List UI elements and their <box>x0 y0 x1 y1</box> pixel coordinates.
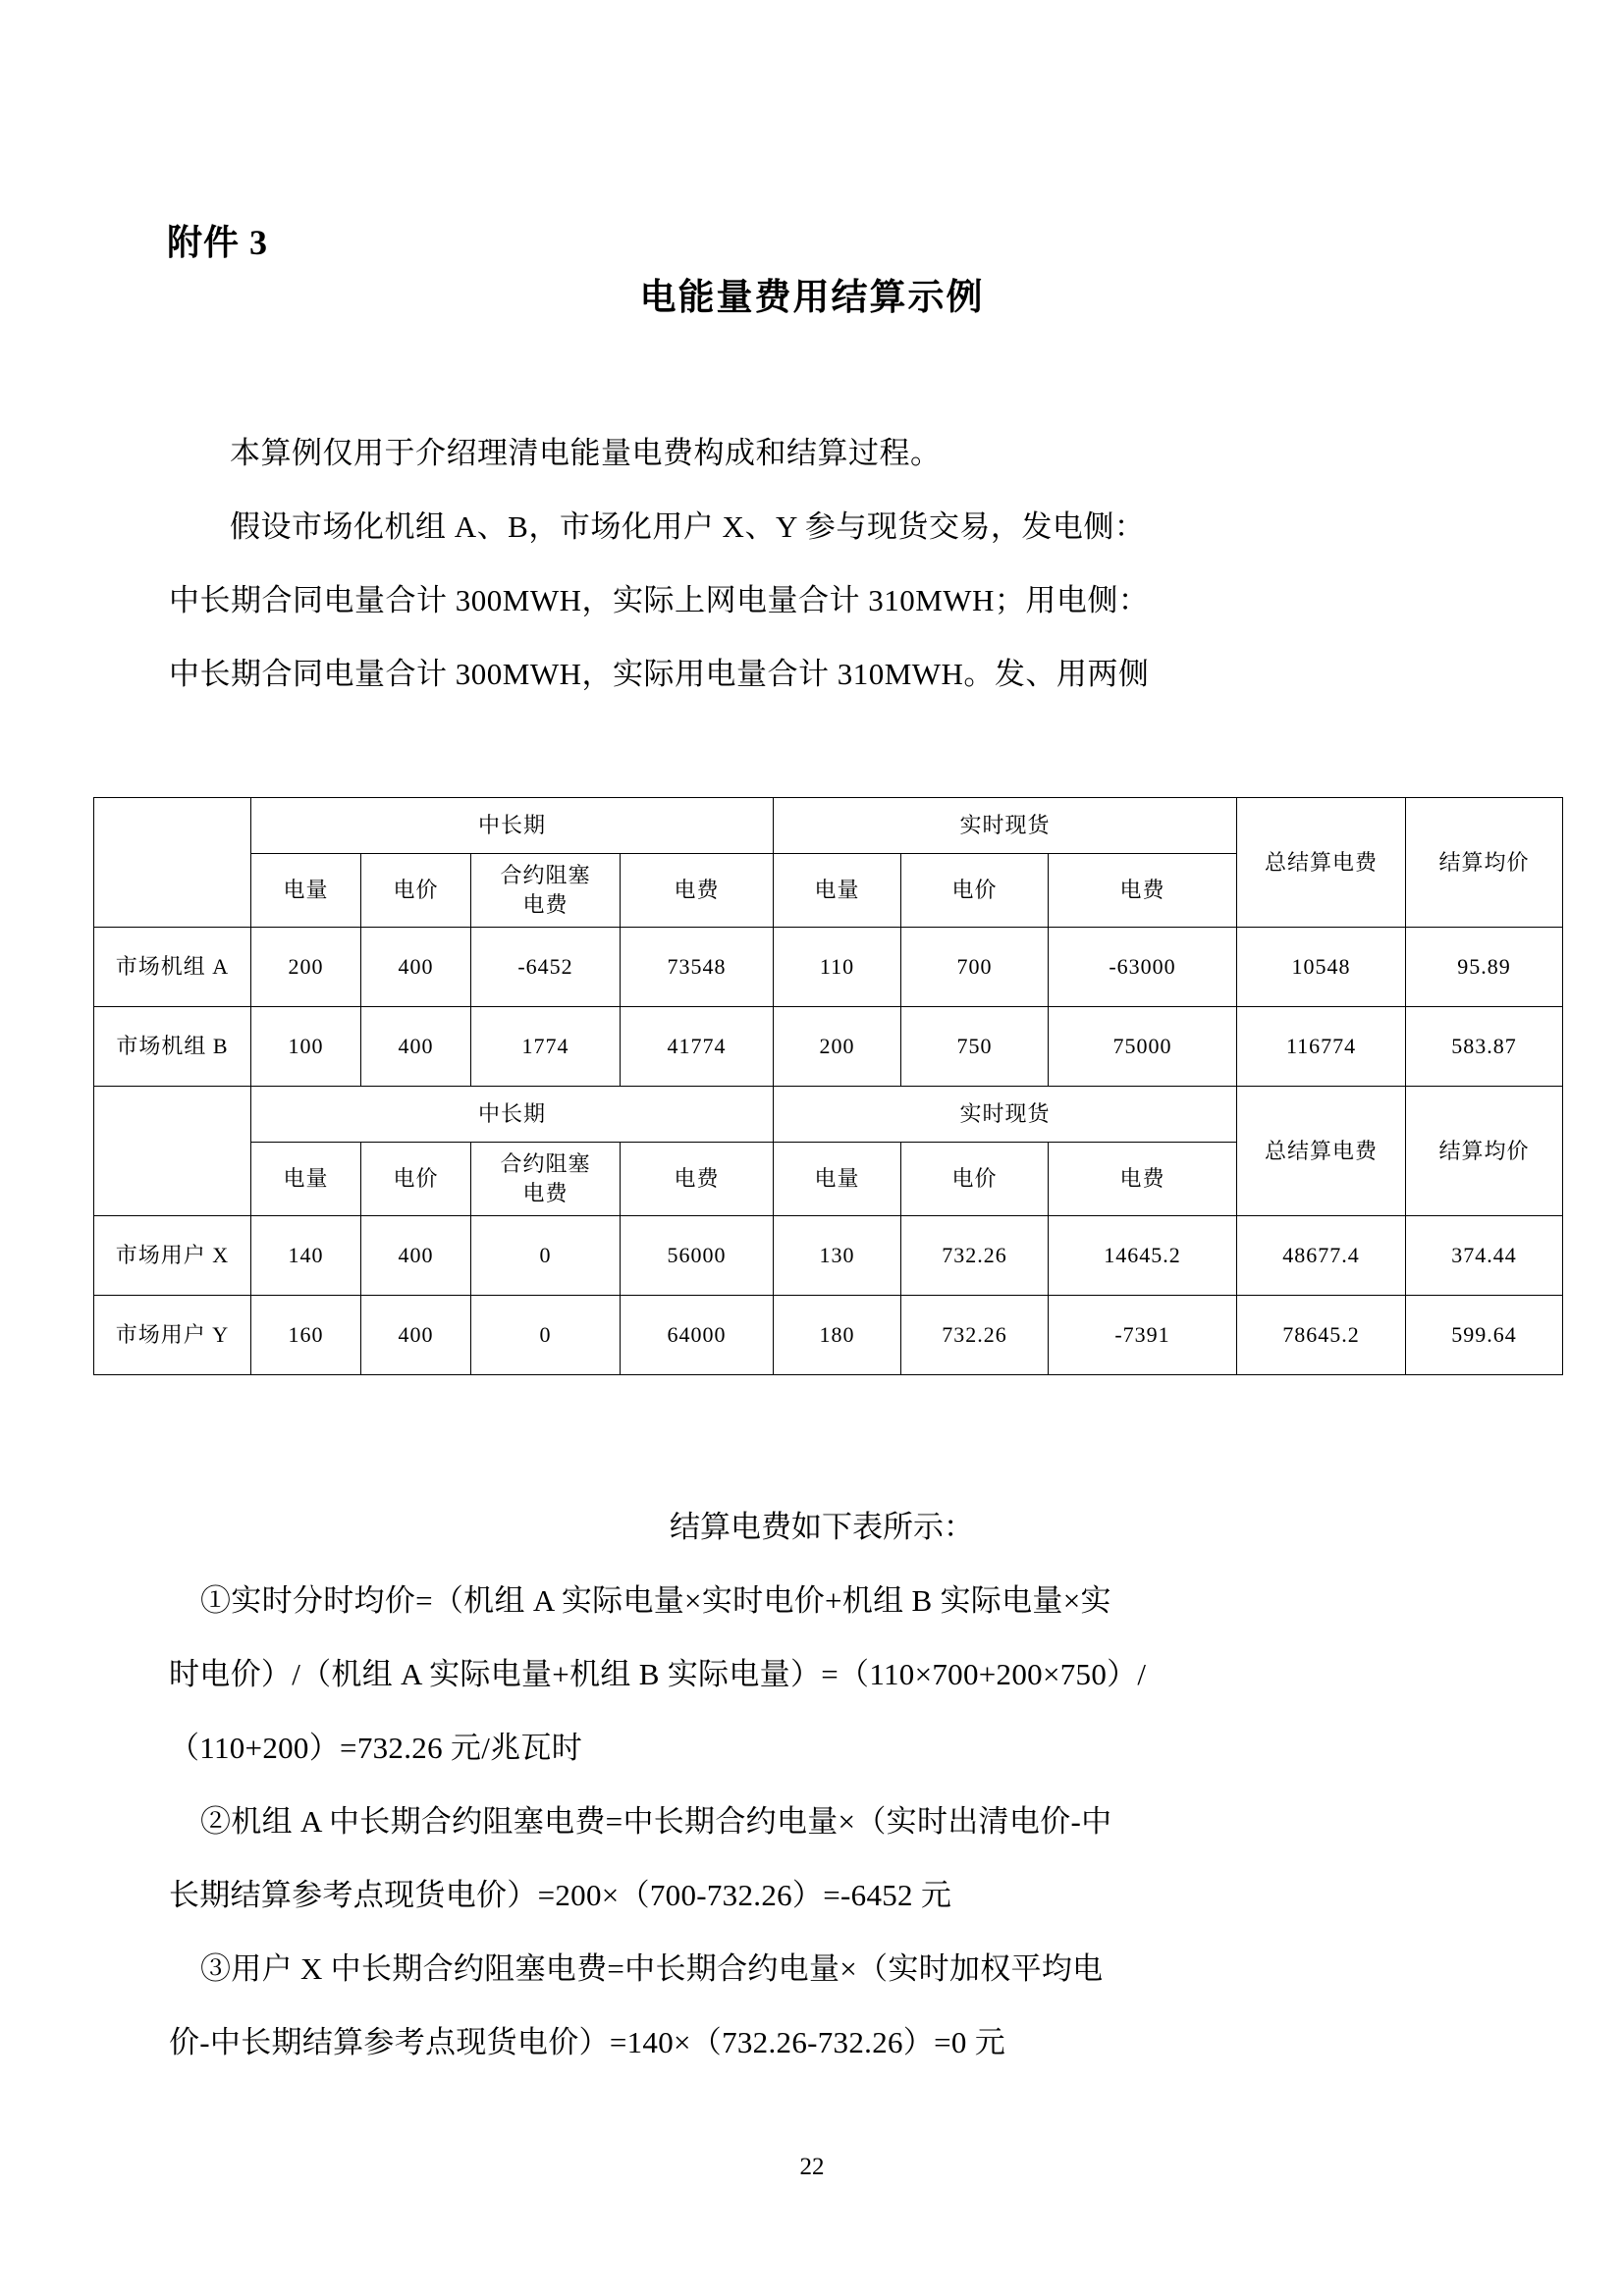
table-corner-cell-user <box>94 1087 251 1216</box>
cell-user-x-ml-quantity: 140 <box>251 1216 361 1296</box>
group-header-avg-price-generator: 结算均价 <box>1406 798 1563 928</box>
group-header-avg-price-user: 结算均价 <box>1406 1087 1563 1216</box>
group-header-realtime-user: 实时现货 <box>774 1087 1237 1143</box>
cell-user-y-total-fee: 78645.2 <box>1237 1296 1406 1375</box>
cell-user-x-ml-price: 400 <box>361 1216 471 1296</box>
cell-user-y-avg-price: 599.64 <box>1406 1296 1563 1375</box>
col-header-rt-price-user: 电价 <box>901 1143 1049 1216</box>
table-corner-cell-generator <box>94 798 251 928</box>
row-label-user-x: 市场用户 X <box>94 1216 251 1296</box>
page-number: 22 <box>799 2154 825 2180</box>
col-header-ml-congestion-user-line2: 电费 <box>522 1181 568 1205</box>
row-label-user-y: 市场用户 Y <box>94 1296 251 1375</box>
cell-user-y-ml-quantity: 160 <box>251 1296 361 1375</box>
cell-generator-b-ml-price: 400 <box>361 1007 471 1087</box>
intro-line-4: 中长期合同电量合计 300MWH，实际用电量合计 310MWH。发、用两侧 <box>169 657 1150 691</box>
col-header-rt-fee-user: 电费 <box>1049 1143 1237 1216</box>
cell-generator-a-rt-fee: -63000 <box>1049 928 1237 1007</box>
cell-user-x-avg-price: 374.44 <box>1406 1216 1563 1296</box>
group-header-total-fee-generator: 总结算电费 <box>1237 798 1406 928</box>
col-header-rt-price-generator: 电价 <box>901 854 1049 928</box>
intro-paragraphs <box>169 416 1455 711</box>
attachment-label: 附件 3 <box>167 223 269 262</box>
cell-user-y-ml-price: 400 <box>361 1296 471 1375</box>
cell-generator-b-ml-fee: 41774 <box>621 1007 774 1087</box>
col-header-ml-price-user: 电价 <box>361 1143 471 1216</box>
cell-user-y-rt-price: 732.26 <box>901 1296 1049 1375</box>
cell-generator-b-rt-quantity: 200 <box>774 1007 901 1087</box>
cell-generator-a-total-fee: 10548 <box>1237 928 1406 1007</box>
col-header-ml-congestion-user <box>471 1143 621 1216</box>
cell-user-y-rt-quantity: 180 <box>774 1296 901 1375</box>
cell-user-x-rt-fee: 14645.2 <box>1049 1216 1237 1296</box>
formula-line-3: （110+200）=732.26 元/兆瓦时 <box>169 1731 583 1765</box>
cell-user-x-rt-price: 732.26 <box>901 1216 1049 1296</box>
cell-generator-a-rt-price: 700 <box>901 928 1049 1007</box>
col-header-ml-quantity-generator: 电量 <box>251 854 361 928</box>
cell-generator-a-rt-quantity: 110 <box>774 928 901 1007</box>
col-header-rt-fee-generator: 电费 <box>1049 854 1237 928</box>
settlement-table-container <box>93 797 1530 1375</box>
cell-user-y-ml-fee: 64000 <box>621 1296 774 1375</box>
cell-generator-a-ml-fee: 73548 <box>621 928 774 1007</box>
group-header-midlong-user: 中长期 <box>251 1087 774 1143</box>
table-group-header-row-user <box>94 1087 1563 1143</box>
cell-generator-b-rt-fee: 75000 <box>1049 1007 1237 1087</box>
cell-generator-a-ml-quantity: 200 <box>251 928 361 1007</box>
group-header-midlong-generator: 中长期 <box>251 798 774 854</box>
cell-generator-b-avg-price: 583.87 <box>1406 1007 1563 1087</box>
col-header-rt-quantity-user: 电量 <box>774 1143 901 1216</box>
col-header-ml-congestion-generator <box>471 854 621 928</box>
cell-user-y-rt-fee: -7391 <box>1049 1296 1237 1375</box>
explanation-caption: 结算电费如下表所示： <box>670 1510 974 1544</box>
table-row <box>94 1007 1563 1087</box>
table-row <box>94 1296 1563 1375</box>
col-header-ml-fee-generator: 电费 <box>621 854 774 928</box>
col-header-ml-quantity-user: 电量 <box>251 1143 361 1216</box>
cell-user-y-ml-congestion: 0 <box>471 1296 621 1375</box>
col-header-ml-price-generator: 电价 <box>361 854 471 928</box>
formula-line-4: ②机组 A 中长期合约阻塞电费=中长期合约电量×（实时出清电价-中 <box>200 1804 1112 1839</box>
cell-user-x-total-fee: 48677.4 <box>1237 1216 1406 1296</box>
formula-line-6: ③用户 X 中长期合约阻塞电费=中长期合约电量×（实时加权平均电 <box>200 1951 1104 1986</box>
intro-line-1: 本算例仅用于介绍理清电能量电费构成和结算过程。 <box>230 436 942 470</box>
cell-generator-b-ml-congestion: 1774 <box>471 1007 621 1087</box>
cell-generator-b-ml-quantity: 100 <box>251 1007 361 1087</box>
col-header-ml-congestion-line2: 电费 <box>522 892 568 917</box>
col-header-ml-congestion-line1: 合约阻塞 <box>500 863 591 888</box>
group-header-realtime-generator: 实时现货 <box>774 798 1237 854</box>
intro-line-3: 中长期合同电量合计 300MWH，实际上网电量合计 310MWH；用电侧： <box>169 583 1150 617</box>
col-header-rt-quantity-generator: 电量 <box>774 854 901 928</box>
table-group-header-row-generator <box>94 798 1563 854</box>
cell-generator-b-rt-price: 750 <box>901 1007 1049 1087</box>
cell-generator-b-total-fee: 116774 <box>1237 1007 1406 1087</box>
group-header-total-fee-user: 总结算电费 <box>1237 1087 1406 1216</box>
table-row <box>94 1216 1563 1296</box>
formula-line-1: ①实时分时均价=（机组 A 实际电量×实时电价+机组 B 实际电量×实 <box>200 1583 1111 1618</box>
intro-line-2: 假设市场化机组 A、B，市场化用户 X、Y 参与现货交易，发电侧： <box>230 509 1146 544</box>
settlement-table <box>93 797 1563 1375</box>
table-row <box>94 928 1563 1007</box>
cell-user-x-rt-quantity: 130 <box>774 1216 901 1296</box>
col-header-ml-congestion-user-line1: 合约阻塞 <box>500 1151 591 1177</box>
col-header-ml-fee-user: 电费 <box>621 1143 774 1216</box>
cell-generator-a-ml-congestion: -6452 <box>471 928 621 1007</box>
explanation-section <box>169 1490 1475 2079</box>
row-label-generator-b: 市场机组 B <box>94 1007 251 1087</box>
formula-line-5: 长期结算参考点现货电价）=200×（700-732.26）=-6452 元 <box>169 1878 952 1912</box>
formula-line-2: 时电价）/（机组 A 实际电量+机组 B 实际电量）=（110×700+200×750）/ <box>169 1657 1147 1691</box>
row-label-generator-a: 市场机组 A <box>94 928 251 1007</box>
cell-generator-a-avg-price: 95.89 <box>1406 928 1563 1007</box>
cell-user-x-ml-congestion: 0 <box>471 1216 621 1296</box>
page-title: 电能量费用结算示例 <box>639 278 985 318</box>
cell-user-x-ml-fee: 56000 <box>621 1216 774 1296</box>
formula-line-7: 价-中长期结算参考点现货电价）=140×（732.26-732.26）=0 元 <box>169 2025 1006 2059</box>
cell-generator-a-ml-price: 400 <box>361 928 471 1007</box>
